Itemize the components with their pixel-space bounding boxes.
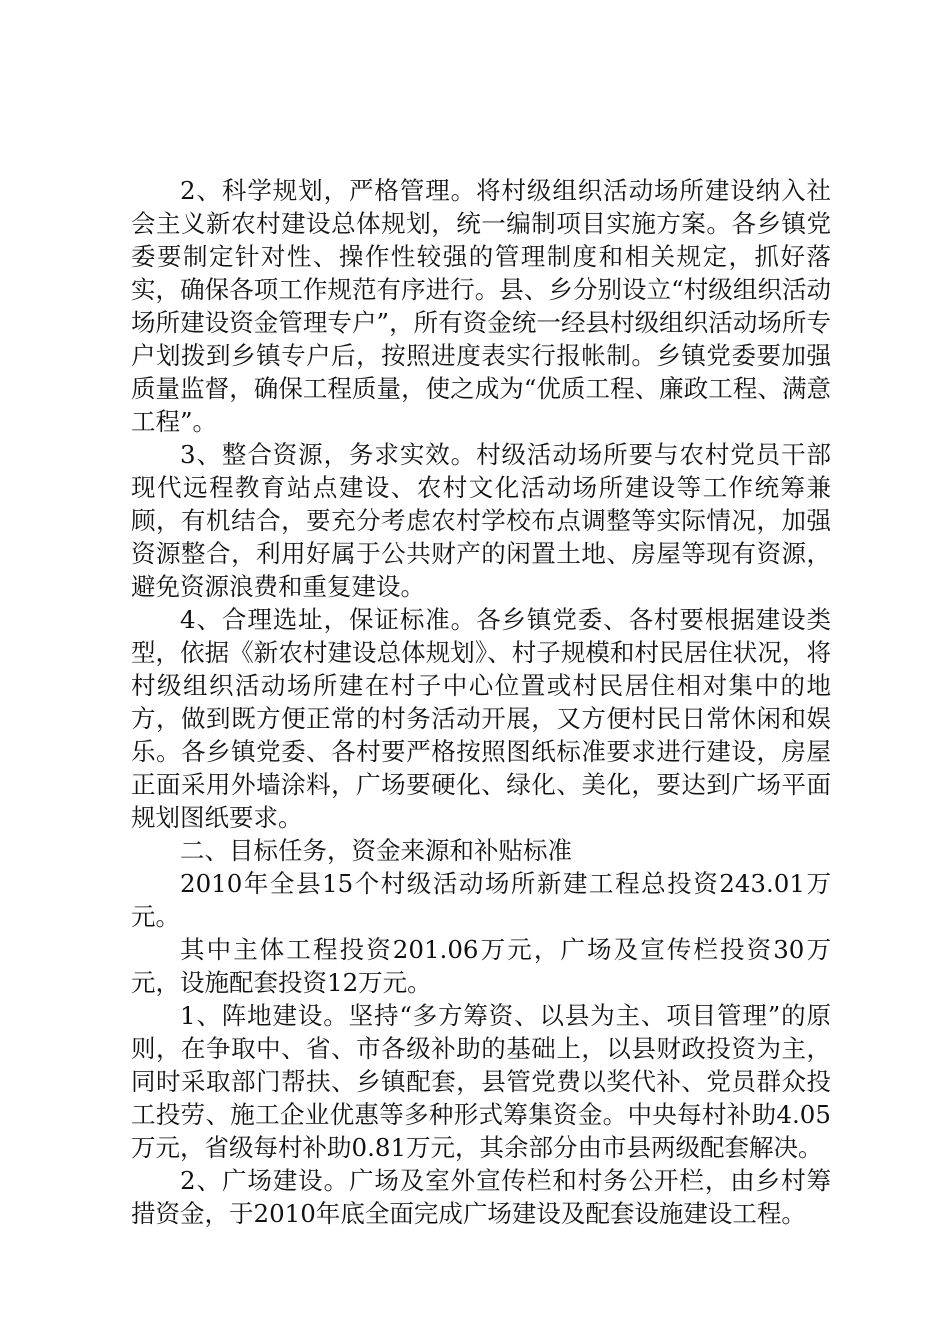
paragraph-planning-management: 2、科学规划，严格管理。将村级组织活动场所建设纳入社会主义新农村建设总体规划，统一编制项目实施方案。各乡镇党委要制定针对性、操作性较强的管理制度和相关规定，抓好落实，确保各项工作规范有序进行。县、乡分别设立“村级组织活动场所建设资金管理专户”，所有资金统一经县村级组织活动场所专户划拨到乡镇专户后，按照进度表实行报帐制。乡镇党委要加强质量监督，确保工程质量，使之成为“优质工程、廉政工程、满意工程”。 bbox=[131, 176, 831, 436]
paragraph-site-selection: 4、合理选址，保证标准。各乡镇党委、各村要根据建设类型，依据《新农村建设总体规划》、村子规模和村民居住状况，将村级组织活动场所建在村子中心位置或村民居住相对集中的地方，做到既方便正常的村务活动开展，又方便村民日常休闲和娱乐。各乡镇党委、各村要严格按照图纸标准要求进行建设，房屋正面采用外墙涂料，广场要硬化、绿化、美化，要达到广场平面规划图纸要求。 bbox=[131, 605, 831, 832]
paragraph-position-construction: 1、阵地建设。坚持“多方筹资、以县为主、项目管理”的原则，在争取中、省、市各级补助的基础上，以县财政投资为主，同时采取部门帮扶、乡镇配套，县管党费以奖代补、党员群众投工投劳、施工企业优惠等多种形式筹集资金。中央每村补助4.05万元，省级每村补助0.81万元，其余部分由市县两级配套解决。 bbox=[131, 1001, 831, 1162]
document-body bbox=[131, 174, 831, 1230]
paragraph-resource-integration: 3、整合资源，务求实效。村级活动场所要与农村党员干部现代远程教育站点建设、农村文化活动场所建设等工作统筹兼顾，有机结合，要充分考虑农村学校布点调整等实际情况，加强资源整合，利用好属于公共财产的闲置土地、房屋等现有资源，避免资源浪费和重复建设。 bbox=[131, 440, 831, 601]
paragraph-total-investment: 2010年全县15个村级活动场所新建工程总投资243.01万元。 bbox=[131, 869, 831, 931]
paragraph-investment-breakdown: 其中主体工程投资201.06万元，广场及宣传栏投资30万元，设施配套投资12万元。 bbox=[131, 935, 831, 997]
paragraph-square-construction: 2、广场建设。广场及室外宣传栏和村务公开栏，由乡村筹措资金，于2010年底全面完成广场建设及配套设施建设工程。 bbox=[131, 1166, 831, 1228]
section-heading-targets-funding: 二、目标任务，资金来源和补贴标准 bbox=[180, 836, 572, 865]
